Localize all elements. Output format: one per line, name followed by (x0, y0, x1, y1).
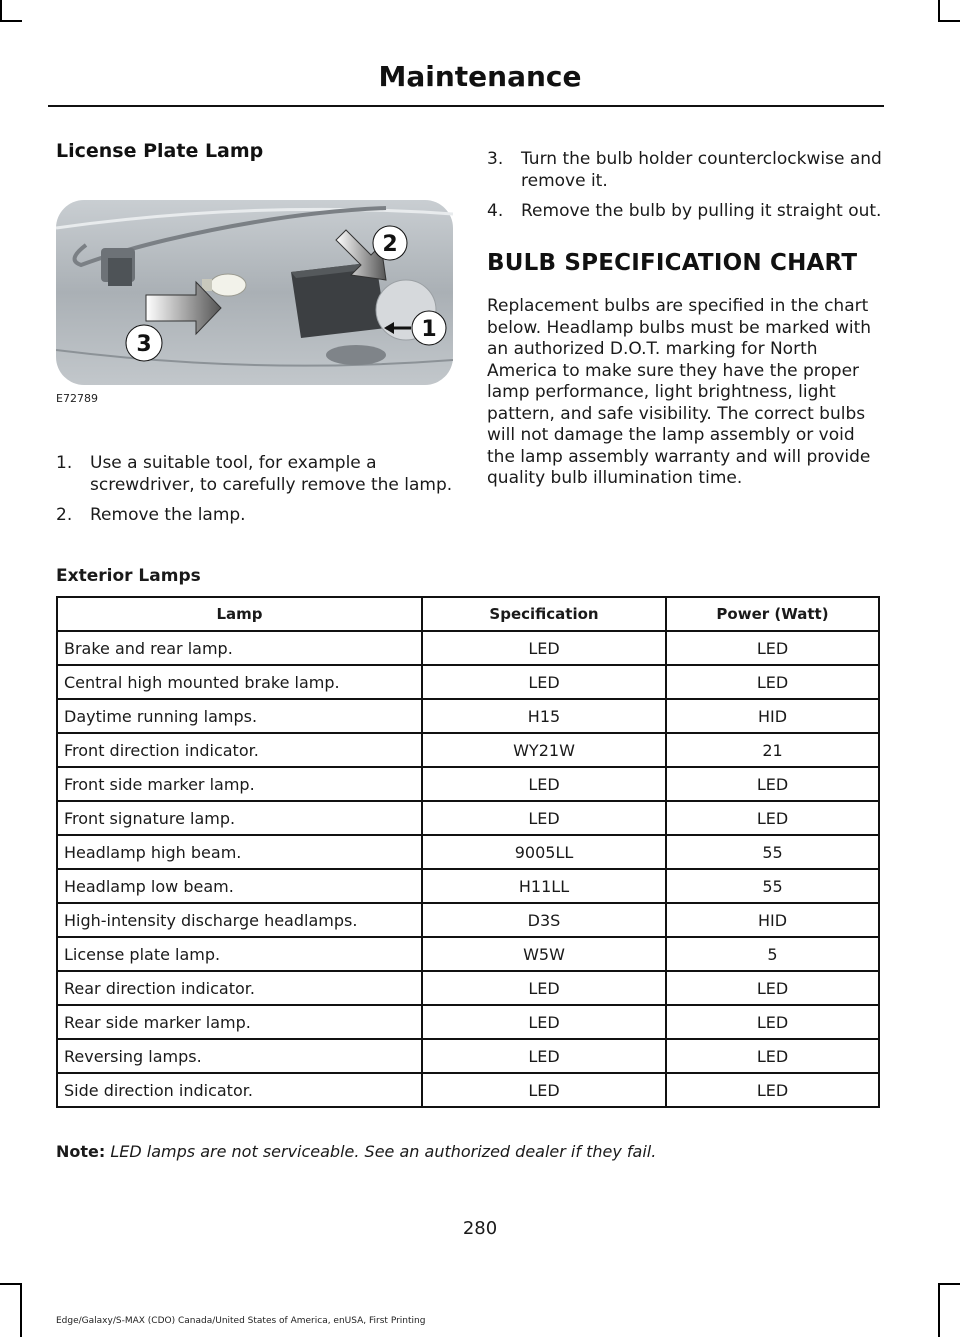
power-cell: LED (666, 1073, 879, 1107)
callout-2-label: 2 (382, 232, 398, 257)
callout-1 (412, 311, 446, 345)
crop-mark (938, 1283, 960, 1285)
exterior-lamps-table (56, 596, 880, 1108)
crop-mark (938, 0, 940, 22)
power-cell: 55 (666, 835, 879, 869)
figure-id: E72789 (56, 392, 98, 405)
license-plate-lamp-illustration (56, 200, 453, 385)
table-row (57, 665, 879, 699)
crop-mark (20, 1283, 22, 1337)
page-footer: Edge/Galaxy/S-MAX (CDO) Canada/United States of America, enUSA, First Printing (56, 1316, 426, 1326)
lamp-cell: Reversing lamps. (57, 1039, 422, 1073)
table-row (57, 631, 879, 665)
spec-cell: H11LL (422, 869, 666, 903)
callout-3-label: 3 (136, 332, 152, 357)
left-column (56, 140, 456, 525)
note-text: LED lamps are not serviceable. See an authorized dealer if they fail. (105, 1142, 657, 1161)
section-heading: License Plate Lamp (56, 140, 264, 162)
table-row (57, 1073, 879, 1107)
table-row (57, 1039, 879, 1073)
bulb-chart-heading: BULB SPECIFICATION CHART (487, 250, 858, 276)
lamp-cell: Front direction indicator. (57, 733, 422, 767)
lamp-cell: High-intensity discharge headlamps. (57, 903, 422, 937)
crop-mark (0, 20, 22, 22)
table-row (57, 699, 879, 733)
power-cell: LED (666, 767, 879, 801)
lamp-cell: License plate lamp. (57, 937, 422, 971)
spec-cell: WY21W (422, 733, 666, 767)
callout-1-label: 1 (421, 317, 437, 342)
step-text: Turn the bulb holder counterclockwise and remove it. (521, 149, 882, 191)
step-number: 3. (487, 149, 504, 169)
table-title: Exterior Lamps (56, 566, 201, 586)
lamp-cell: Daytime running lamps. (57, 699, 422, 733)
lamp-cell: Headlamp low beam. (57, 869, 422, 903)
lamp-cell: Rear side marker lamp. (57, 1005, 422, 1039)
table-row (57, 869, 879, 903)
power-cell: LED (666, 631, 879, 665)
step-item (487, 148, 882, 192)
table-row (57, 937, 879, 971)
spec-cell: H15 (422, 699, 666, 733)
spec-cell: LED (422, 767, 666, 801)
table-row (57, 767, 879, 801)
spec-cell: LED (422, 1073, 666, 1107)
header-divider (48, 105, 884, 107)
spec-cell: LED (422, 631, 666, 665)
step-item (56, 452, 456, 496)
lamp-cell: Central high mounted brake lamp. (57, 665, 422, 699)
spec-cell: LED (422, 665, 666, 699)
lamp-cell: Front signature lamp. (57, 801, 422, 835)
power-cell: LED (666, 971, 879, 1005)
steps-list-right (487, 148, 882, 222)
column-header-lamp: Lamp (57, 597, 422, 631)
spec-cell: LED (422, 971, 666, 1005)
power-cell: 21 (666, 733, 879, 767)
page-header-title: Maintenance (378, 60, 582, 93)
crop-mark (938, 20, 960, 22)
power-cell: 5 (666, 937, 879, 971)
power-cell: LED (666, 665, 879, 699)
power-cell: 55 (666, 869, 879, 903)
table-row (57, 835, 879, 869)
table-row (57, 801, 879, 835)
spec-cell: LED (422, 1039, 666, 1073)
step-number: 1. (56, 453, 73, 473)
lamp-cell: Side direction indicator. (57, 1073, 422, 1107)
power-cell: LED (666, 801, 879, 835)
crop-mark (0, 1283, 22, 1285)
step-text: Remove the lamp. (90, 505, 246, 525)
table-header-row (57, 597, 879, 631)
step-text: Remove the bulb by pulling it straight out. (521, 201, 882, 221)
table-row (57, 733, 879, 767)
power-cell: LED (666, 1005, 879, 1039)
spec-cell: W5W (422, 937, 666, 971)
column-header-specification: Specification (422, 597, 666, 631)
callout-2 (373, 226, 407, 260)
spec-cell: 9005LL (422, 835, 666, 869)
lamp-cell: Front side marker lamp. (57, 767, 422, 801)
steps-list-left (56, 452, 456, 534)
bulb-chart-paragraph: Replacement bulbs are specified in the chart below. Headlamp bulbs must be marked with an authorized D.O.T. marking for North America to make sure they have the proper lamp performance, light brightness, light pattern, and safe visibility. The correct bulbs will not damage the lamp assembly or void the lamp assembly warranty and will provide quality bulb illumination time. (487, 296, 872, 488)
spec-cell: LED (422, 801, 666, 835)
power-cell: LED (666, 1039, 879, 1073)
crop-mark (0, 0, 2, 22)
lamp-cell: Brake and rear lamp. (57, 631, 422, 665)
step-text: Use a suitable tool, for example a screwdriver, to carefully remove the lamp. (90, 453, 453, 495)
column-header-power: Power (Watt) (666, 597, 879, 631)
note (56, 1142, 656, 1161)
lamp-cell: Rear direction indicator. (57, 971, 422, 1005)
page-number: 280 (462, 1218, 498, 1239)
table-row (57, 903, 879, 937)
step-number: 2. (56, 505, 73, 525)
step-item (487, 200, 882, 222)
spec-cell: LED (422, 1005, 666, 1039)
table-row (57, 1005, 879, 1039)
right-column (487, 148, 882, 490)
crop-mark (938, 1283, 940, 1337)
power-cell: HID (666, 699, 879, 733)
step-number: 4. (487, 201, 504, 221)
step-item (56, 504, 456, 526)
lamp-cell: Headlamp high beam. (57, 835, 422, 869)
callout-3 (126, 325, 162, 361)
table-row (57, 971, 879, 1005)
spec-cell: D3S (422, 903, 666, 937)
power-cell: HID (666, 903, 879, 937)
note-label: Note: (56, 1142, 106, 1161)
